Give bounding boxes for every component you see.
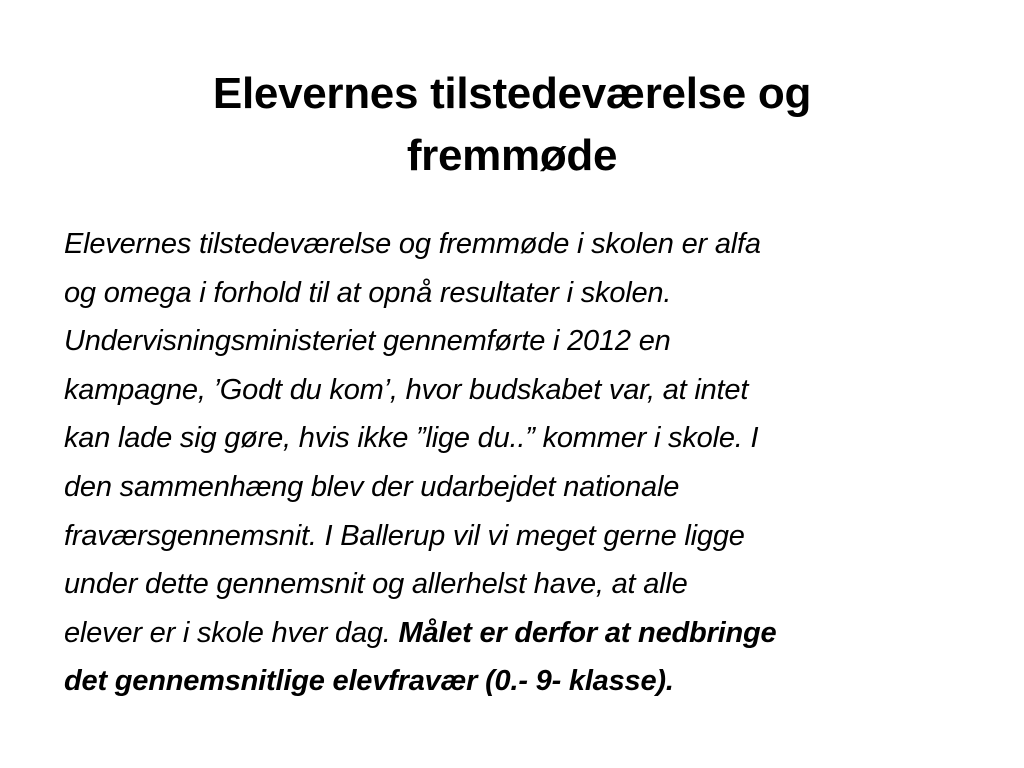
- slide-title-line-1: Elevernes tilstedeværelse og: [212, 69, 812, 119]
- slide-body: [64, 220, 964, 706]
- body-line: fraværsgennemsnit. I Ballerup vil vi meget gerne ligge: [64, 519, 745, 552]
- slide-title: [60, 63, 964, 187]
- body-line-regular-part: elever er i skole hver dag.: [64, 616, 399, 649]
- body-line-mixed: [64, 609, 964, 658]
- body-line: kampagne, ’Godt du kom’, hvor budskabet var, at intet: [64, 373, 749, 406]
- body-line: Undervisningsministeriet gennemførte i 2012 en: [64, 325, 671, 358]
- body-line: under dette gennemsnit og allerhelst have, at alle: [64, 568, 688, 601]
- goal-statement-part-1: Målet er derfor at nedbringe: [398, 616, 777, 649]
- body-line: Elevernes tilstedeværelse og fremmøde i skolen er alfa: [64, 228, 761, 260]
- body-line-bold: [64, 657, 964, 706]
- body-line: den sammenhæng blev der udarbejdet nationale: [64, 470, 680, 503]
- body-line: kan lade sig gøre, hvis ikke ”lige du..” kommer i skole. I: [64, 422, 759, 455]
- goal-statement-part-2: det gennemsnitlige elevfravær (0.- 9- klasse).: [64, 665, 674, 698]
- slide-title-line-2: fremmøde: [406, 131, 618, 181]
- body-line: og omega i forhold til at opnå resultater i skolen.: [64, 276, 672, 309]
